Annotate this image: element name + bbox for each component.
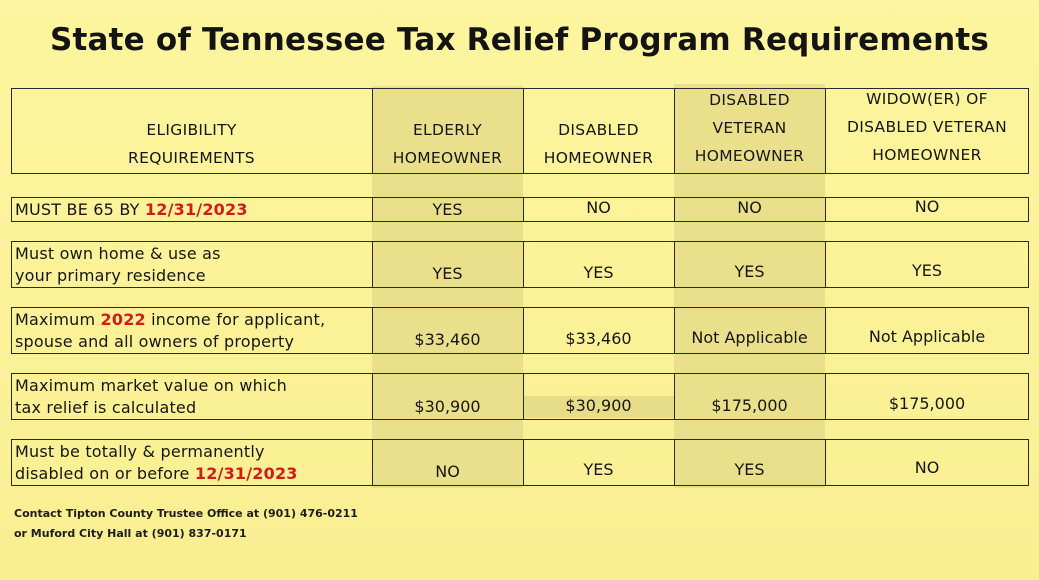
row2-elderly-value: YES	[432, 264, 463, 283]
row1-elderly-value: YES	[432, 200, 463, 219]
row5-widow-value: NO	[914, 458, 940, 477]
row2-widow-value: YES	[911, 261, 943, 280]
row5-disabled-value: YES	[583, 460, 614, 479]
row-label: Maximum 2022 income for applicant, spouse and all owners of property	[15, 310, 326, 351]
row1-veteran-value: NO	[737, 198, 762, 217]
header-elderly: ELDERLY HOMEOWNER	[392, 121, 503, 167]
row1-widow-value: NO	[914, 197, 940, 216]
header-disabled: DISABLED HOMEOWNER	[543, 121, 654, 167]
row3-disabled-value: $33,460	[565, 329, 632, 348]
row1-disabled-value: NO	[586, 198, 611, 217]
contact-line-trustee: Contact Tipton County Trustee Office at (901) 476-0211	[14, 507, 358, 520]
contact-info	[14, 504, 358, 544]
row5-elderly-value: NO	[435, 462, 460, 481]
row4-elderly-value: $30,900	[414, 397, 481, 416]
row4-veteran-value: $175,000	[711, 396, 788, 415]
row2-veteran-value: YES	[734, 262, 765, 281]
row4-widow-value: $175,000	[888, 394, 966, 413]
row3-elderly-value: $33,460	[414, 330, 481, 349]
header-disabled-veteran: DISABLED VETERAN HOMEOWNER	[694, 91, 805, 165]
row-label: MUST BE 65 BY 12/31/2023	[15, 200, 248, 219]
header-eligibility: ELIGIBILITY REQUIREMENTS	[128, 121, 255, 167]
row3-widow-value: Not Applicable	[868, 327, 986, 346]
row4-disabled-value: $30,900	[565, 396, 632, 415]
row3-veteran-value: Not Applicable	[691, 328, 808, 347]
row5-veteran-value: YES	[734, 460, 765, 479]
row-label: Must be totally & permanently disabled on or before 12/31/2023	[15, 442, 298, 483]
row-label: Maximum market value on which tax relief is calculated	[15, 376, 288, 417]
page-title: State of Tennessee Tax Relief Program Requirements	[49, 22, 990, 58]
header-widow: WIDOW(ER) OF DISABLED VETERAN HOMEOWNER	[847, 90, 1007, 164]
contact-line-city-hall: or Muford City Hall at (901) 837-0171	[14, 527, 247, 540]
row-label: Must own home & use as your primary residence	[15, 244, 221, 285]
row2-disabled-value: YES	[583, 263, 614, 282]
